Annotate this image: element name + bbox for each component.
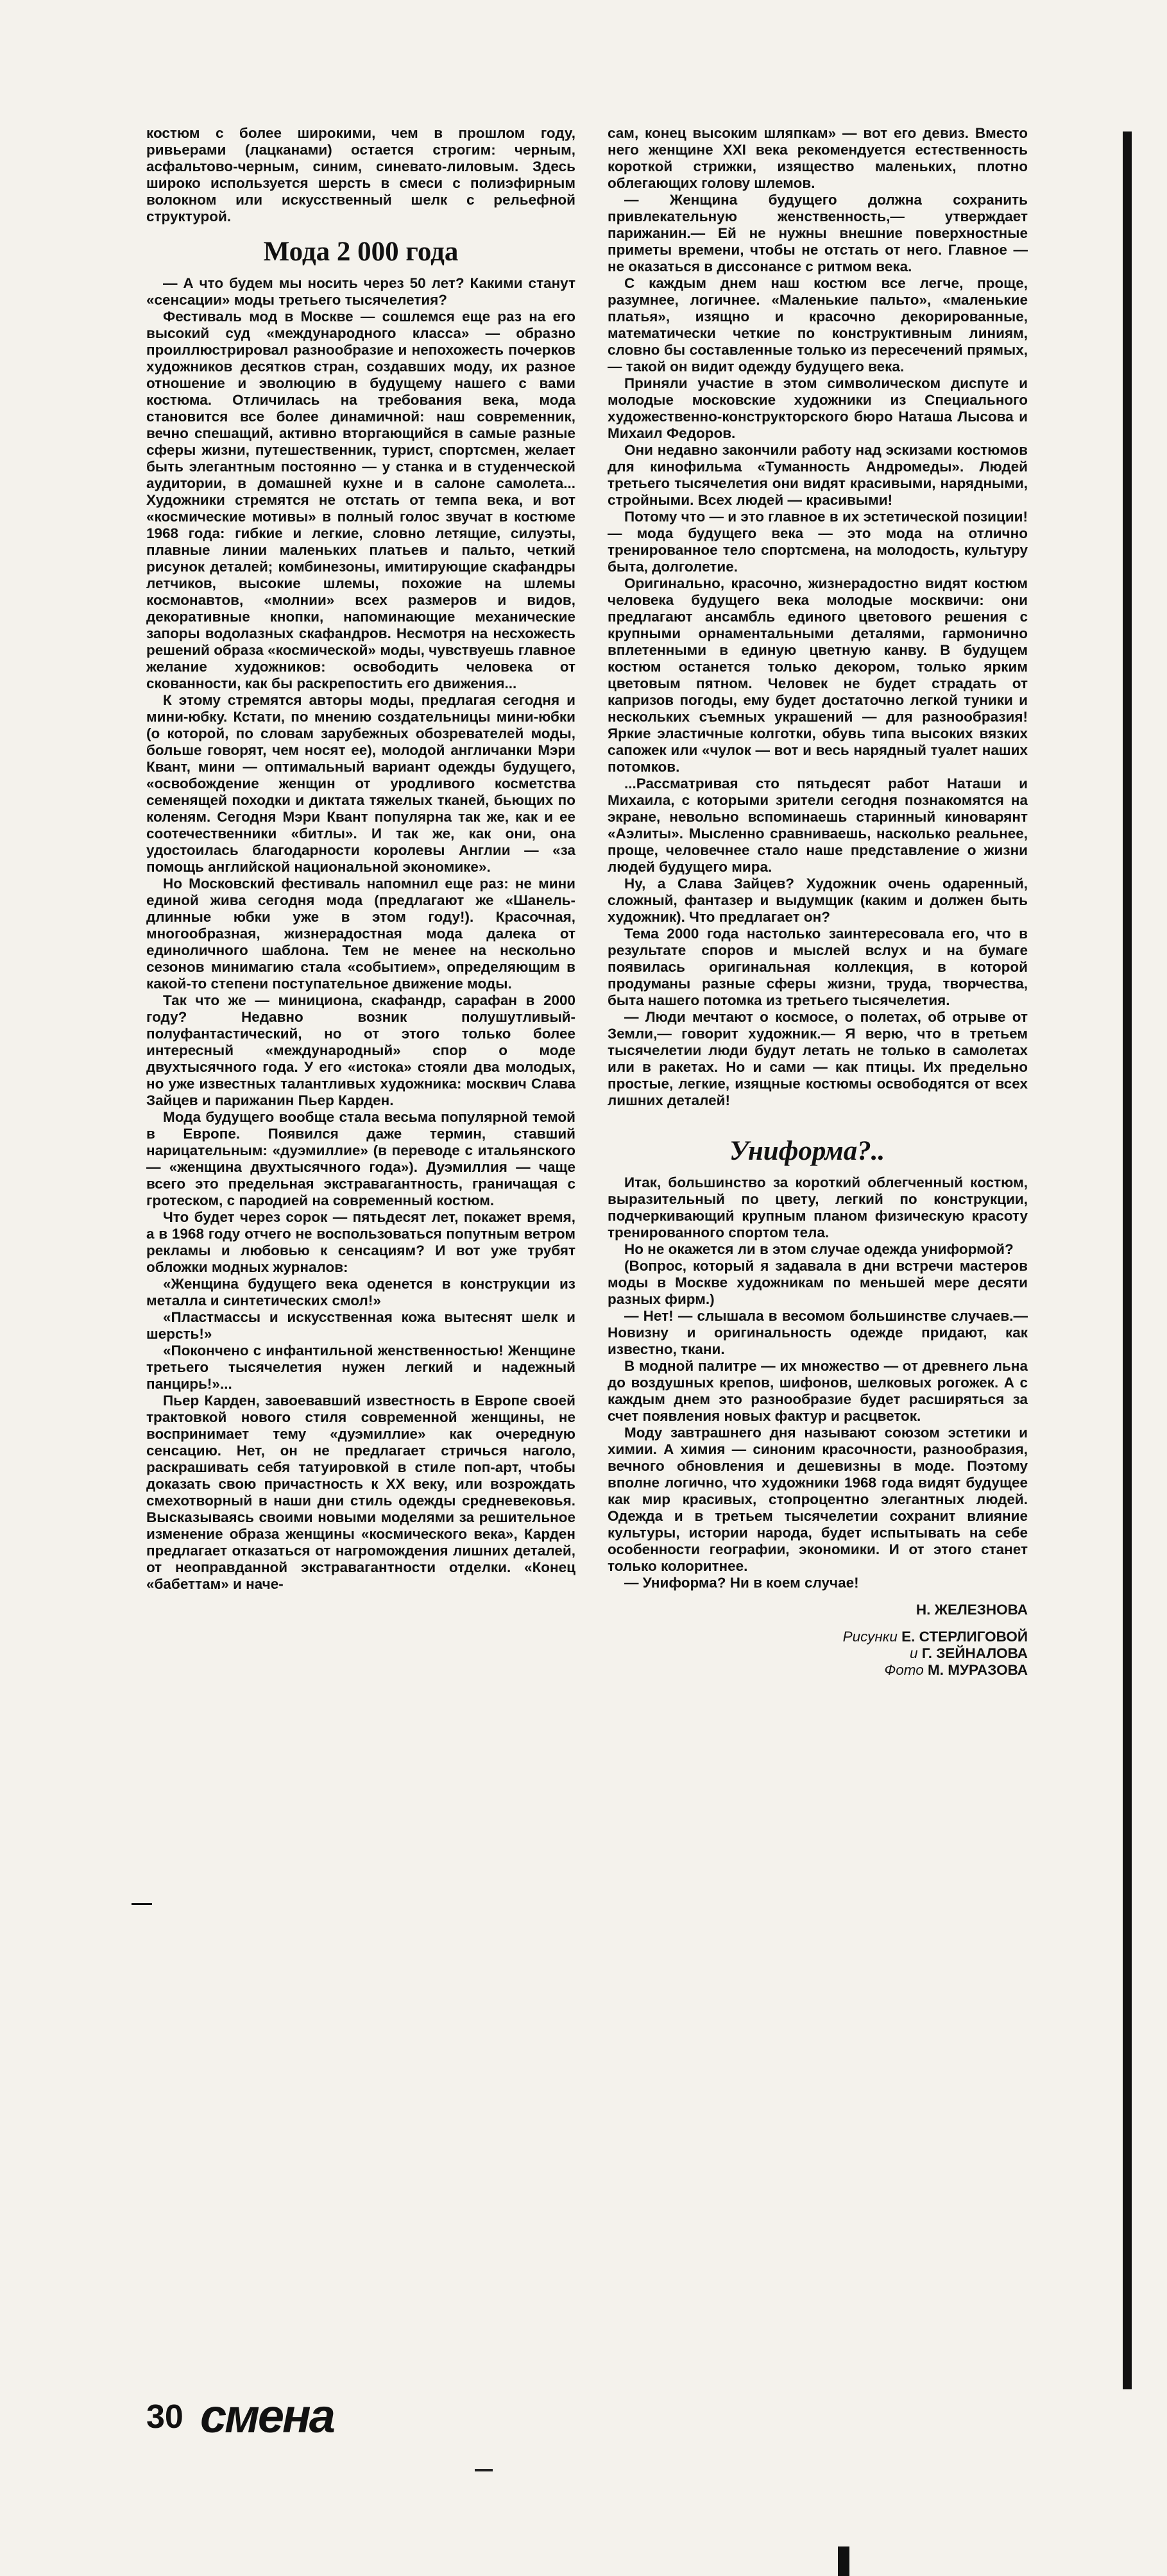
paragraph: Ну, а Слава Зайцев? Художник очень одаренный, сложный, фантазер и выдумщик (каким и должен быть художник). Что предлагает он? (608, 876, 1028, 925)
quote: «Пластмассы и искусственная кожа вытеснят шелк и шерсть!» (146, 1309, 575, 1342)
paragraph: Они недавно закончили работу над эскизами костюмов для кинофильма «Туманность Андромеды». Людей третьего тысячелетия они видят красивыми, нарядными, стройными. Всех людей — красивыми! (608, 442, 1028, 508)
credit-drawings (608, 1629, 1028, 1679)
paragraph: — Униформа? Ни в коем случае! (624, 1575, 859, 1591)
paragraph: костюм с более широкими, чем в прошлом году, ривьерами (лацканами) остается строгим: черным, асфальтово-черным, синим, синевато-лиловым. Здесь широко используется шерсть в смеси с полиэфирным волокном или искусственный шелк с рельефной структурой. (146, 125, 575, 225)
quote: «Женщина будущего века оденется в конструкции из металла и синтетических смол!» (146, 1276, 575, 1309)
paragraph: Оригинально, красочно, жизнерадостно видят костюм человека будущего века молодые москвичи: они предлагают ансамбль единого цветового решения с крупными орнаментальными деталями, гармонично вплетенными в единую цветную канву. В будущем костюм останется только декором, только ярким цветовым пятном. Человек не будет страдать от капризов погоды, ему будет достаточно легкой туники и нескольких съемных украшений — для разнообразия! Яркие эластичные колготки, обувь типа высоких вязких сапожек или «чулок — вот и весь нарядный туалет наших потомков. (608, 575, 1028, 775)
paragraph: К этому стремятся авторы моды, предлагая сегодня и мини-юбку. Кстати, по мнению создательницы мини-юбки (о которой, по словам зарубежных обозревателей моды, больше говорят, чем носят ее), молодой англичанки Мэри Квант, мини — оптимальный вариант одежды будущего, «освобождение женщин от уродливого косметства семенящей походки и диктата тяжелых тканей, бьющих по коленям. Сегодня Мэри Квант популярна так же, как и ее соотечественники «битлы». И так же, как они, она удостоилась благодарности королевы Англии — «за помощь английской национальной экономике». (146, 692, 575, 875)
quote: «Покончено с инфантильной женственностью! Женщине третьего тысячелетия нужен легкий и надежный панцирь!»... (146, 1343, 575, 1392)
paragraph: — А что будем мы носить через 50 лет? Какими станут «сенсации» моды третьего тысячелетия? (146, 275, 575, 308)
paragraph: — Люди мечтают о космосе, о полетах, об отрыве от Земли,— говорит художник.— Я верю, что в третьем тысячелетии люди будут летать не только в самолетах или в ракетах. Но и сами — как птицы. Их предельно простые, легкие, изящные костюмы освободятся от всех лишних деталей! (608, 1009, 1028, 1108)
page-number: 30 (146, 2398, 183, 2436)
section-heading-uniforma: Униформа?.. (729, 1136, 885, 1166)
paragraph: Мода будущего вообще стала весьма популярной темой в Европе. Появился даже термин, ставший нарицательным: «дуэмиллие» (в переводе с итальянского — «женщина двухтысячного года»). Дуэмиллия — чаще всего это предельная экстравагантность, граничащая с гротеском, с пародией на современный костюм. (146, 1109, 575, 1208)
paragraph: В модной палитре — их множество — от древнего льна до воздушных крепов, шифонов, шелковых рогожек. А с каждым днем это разнообразие будет расширяться за счет появления новых фактур и расцветок. (608, 1358, 1028, 1424)
paragraph: Тема 2000 года настолько заинтересовала его, что в результате споров и мыслей вслух и на бумаге появилась оригинальная коллекция, в которой продуманы разные сферы жизни, труда, творчества, быта нашего потомка из третьего тысячелетия. (608, 926, 1028, 1008)
paragraph: — Нет! — слышала в весомом большинстве случаев.— Новизну и оригинальность одежде придают, как известно, ткани. (608, 1308, 1028, 1357)
paragraph: Но не окажется ли в этом случае одежда униформой? (624, 1241, 1014, 1257)
paragraph: сам, конец высоким шляпкам» — вот его девиз. Вместо него женщине XXI века рекомендуется естественность короткой стрижки, изящество маленьких, плотно облегающих голову шлемов. (608, 125, 1028, 191)
left-column (146, 125, 575, 1593)
credit-name: М. МУРАЗОВА (928, 1662, 1028, 1678)
paragraph: Моду завтрашнего дня называют союзом эстетики и химии. А химия — синоним красочности, разнообразия, вечного обновления и дешевизны в моде. Поэтому вполне логично, что художники 1968 года видят будущее как мир красивых, стопроцентно элегантных людей. Одежда и в третьем тысячелетии сохранит влияние культуры, истории народа, будет испытывать на себе особенности географии, экономики. И от этого станет только колоритнее. (608, 1425, 1028, 1574)
magazine-logo: смена (200, 2389, 334, 2443)
section-heading-moda-2000: Мода 2 000 года (263, 237, 459, 267)
author-signature: Н. ЖЕЛЕЗНОВА (916, 1602, 1028, 1618)
right-column (608, 125, 1028, 1679)
paragraph: Пьер Карден, завоевавший известность в Европе своей трактовкой нового стиля современной женщины, не воспринимает тему «дуэмиллие» как очередную сенсацию. Нет, он не предлагает стричься наголо, раскрашивать себя татуировкой в стиле поп-арт, чтобы доказать свою причастность к XX веку, или возрождать смехотворный в наши дни стиль одежды средневековья. Высказываясь своими новыми моделями за решительное изменение образа женщины «космического века», Карден предлагает отказаться от нагромождения лишних деталей, от неоправданной экстравагантности отделки. «Конец «бабеттам» и наче- (146, 1393, 575, 1592)
page-edge-mark (838, 2546, 849, 2576)
credit-name: Е. СТЕРЛИГОВОЙ (901, 1629, 1028, 1645)
vertical-rule (1123, 131, 1132, 2389)
paragraph: — Женщина будущего должна сохранить привлекательную женственность,— утверждает парижанин.— Ей не нужны внешние поверхностные приметы времени, чтобы не отстать от него. Главное — не оказаться в диссонансе с ритмом века. (608, 192, 1028, 275)
paragraph: (Вопрос, который я задавала в дни встречи мастеров моды в Москве художникам по меньшей мере десяти разных фирм.) (608, 1258, 1028, 1307)
credit-label: Рисунки (842, 1629, 898, 1645)
paragraph: С каждым днем наш костюм все легче, проще, разумнее, логичнее. «Маленькие пальто», «маленькие платья», изящно и красочно декорированные, математически четкие по конструктивным линиям, словно бы составленные только из пересечений прямых,— такой он видит одежду будущего века. (608, 275, 1028, 375)
credit-conjunction: и (910, 1645, 918, 1661)
paragraph: Что будет через сорок — пятьдесят лет, покажет время, а в 1968 году отчего не воспользоваться попутным ветром рекламы и любовью к сенсациям? И вот уже трубят обложки модных журналов: (146, 1209, 575, 1275)
paragraph: Но Московский фестиваль напомнил еще раз: не мини единой жива сегодня мода (предлагают же «Шанель-длинные юбки уже в этом году!). Красочная, многообразная, жизнерадостная мода далека от единоличного шаблона. Тем не менее на нескольно сезонов минимагию стала «событием», определяющим в какой-то степени поступательное движение моды. (146, 876, 575, 992)
paragraph: Потому что — и это главное в их эстетической позиции! — мода будущего века — это мода на отлично тренированное тело спортсмена, на молодость, культуру быта, долголетие. (608, 509, 1028, 575)
credit-name: Г. ЗЕЙНАЛОВА (921, 1645, 1028, 1661)
paragraph: ...Рассматривая сто пятьдесят работ Наташи и Михаила, с которыми зрители сегодня познакомятся на экране, невольно вспоминаешь старинный киноварянт «Аэлиты». Мысленно сравниваешь, насколько реальнее, проще, человечнее стало наше представление о жизни людей будущего мира. (608, 775, 1028, 875)
footer-dash (475, 2469, 493, 2471)
paragraph: Так что же — минициона, скафандр, сарафан в 2000 году? Недавно возник полушутливый-полуфантастический, но от этого только более интересный «международный» спор о моде двухтысячного года. У его «истока» стояли два молодых, но уже известных талантливых художника: москвич Слава Зайцев и парижанин Пьер Карден. (146, 992, 575, 1108)
paragraph: Фестиваль мод в Москве — сошлемся еще раз на его высокий суд «международного класса» — образно проиллюстрировал разнообразие и непохожесть почерков художников десятков стран, создавших моду, их разное отношение и эволюцию в будущему нашего с вами костюма. Отличилась на требования века, мода становится все более динамичной: наш современник, вечно спешащий, активно вторгающийся в самые разные сферы жизни, путешественник, турист, спортсмен, желает быть элегантным постоянно — у станка и в студенческой аудитории, в домашней кухне и в салоне самолета... Художники стремятся не отстать от темпа века, и вот «космические мотивы» в полный голос звучат в костюме 1968 года: гибкие и легкие, словно летящие, силуэты, плавные линии маленьких платьев и пальто, четкий рисунок деталей; комбинезоны, имитирующие скафандры летчиков, высокие шлемы, похожие на шлемы космонавтов, «молнии» всех размеров и видов, декоративные кнопки, напоминающие механические запоры водолазных скафандров. Несмотря на несхожесть решений образа «космической» моды, чувствуешь главное желание художников: освободить человека от скованности, как бы раскрепостить его движения... (146, 309, 575, 691)
margin-mark (132, 1903, 152, 1905)
paragraph: Итак, большинство за короткий облегченный костюм, выразительный по цвету, легкий по конструкции, подчеркивающий крупным планом физическую красоту тренированного спортом тела. (608, 1174, 1028, 1241)
credit-label: Фото (884, 1662, 924, 1678)
paragraph: Приняли участие в этом символическом диспуте и молодые московские художники из Специального художественно-конструкторского бюро Наташа Лысова и Михаил Федоров. (608, 375, 1028, 441)
